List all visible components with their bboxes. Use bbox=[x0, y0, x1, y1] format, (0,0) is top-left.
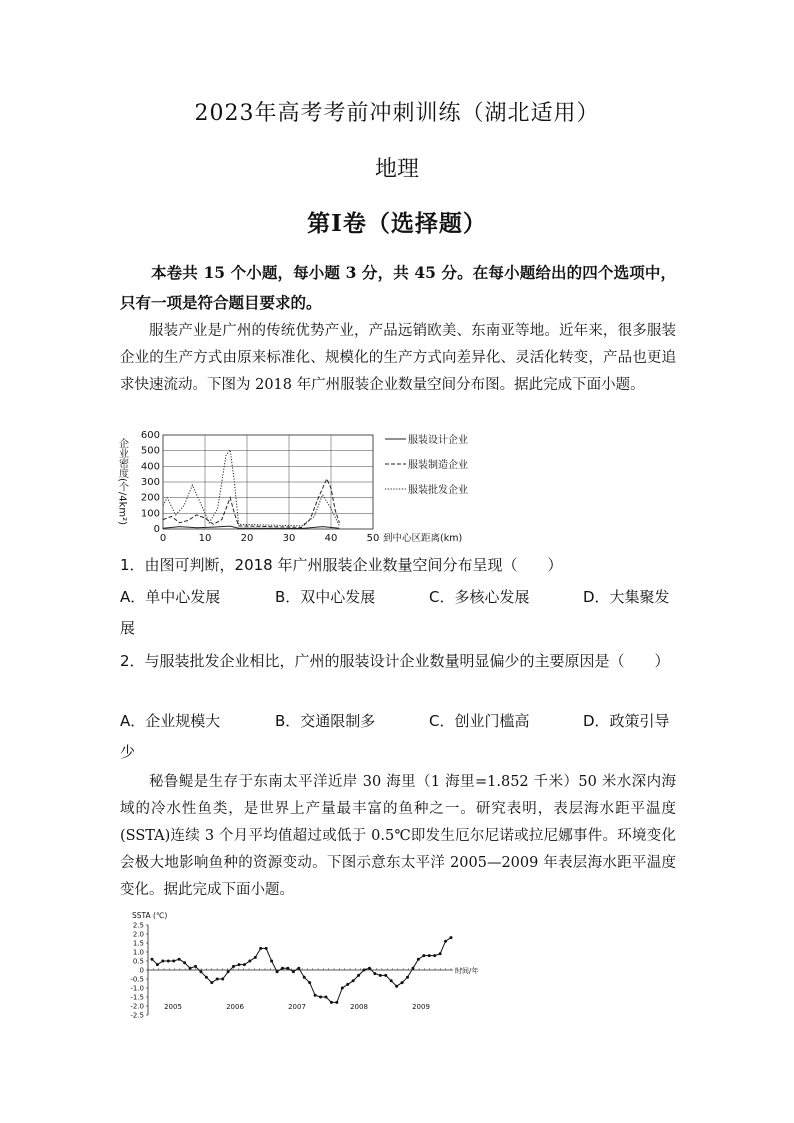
instructions: 本卷共 15 个小题，每小题 3 分，共 45 分。在每小题给出的四个选项中，只有一项是符合题目要求的。 bbox=[120, 263, 676, 312]
ssta-point bbox=[151, 958, 154, 961]
legend-label: 服装设计企业 bbox=[408, 435, 468, 446]
ssta-point bbox=[395, 985, 398, 988]
y-tick-label: 0.5 bbox=[132, 957, 144, 966]
y-tick-label: 0 bbox=[153, 524, 160, 535]
ssta-point bbox=[216, 978, 219, 981]
y-tick-label: 1.0 bbox=[132, 948, 144, 957]
question-1-stem: 1．由图可判断，2018 年广州服装企业数量空间分布呈现（ ） bbox=[120, 556, 563, 574]
ssta-point bbox=[422, 954, 425, 957]
q1-option-d-wrap: 展 bbox=[120, 619, 136, 637]
x-tick-label: 40 bbox=[324, 533, 338, 544]
x-tick-label: 50 bbox=[366, 533, 380, 544]
ssta-point bbox=[324, 996, 327, 999]
q1-option-a[interactable]: A．单中心发展 bbox=[120, 588, 221, 606]
ssta-point bbox=[346, 983, 349, 986]
ssta-point bbox=[183, 961, 186, 964]
y-tick-label: -0.5 bbox=[130, 975, 144, 984]
enterprise-density-chart bbox=[118, 430, 498, 544]
ssta-point bbox=[243, 963, 246, 966]
q2-option-a[interactable]: A．企业规模大 bbox=[120, 712, 221, 730]
ssta-point bbox=[194, 965, 197, 968]
ssta-point bbox=[433, 954, 436, 957]
passage-1: 服装产业是广州的传统优势产业，产品远销欧美、东南亚等地。近年来，很多服装企业的生产方式由原来标准化、规模化的生产方式向差异化、灵活化转变，产品也更追求快速流动。下图为 2018 年广州服装企业数量空间分布图。据此完成下面小题。 bbox=[120, 323, 676, 393]
ssta-point bbox=[297, 967, 300, 970]
ssta-point bbox=[417, 958, 420, 961]
ssta-point bbox=[303, 976, 306, 979]
ssta-point bbox=[281, 967, 284, 970]
x-tick-label: 10 bbox=[198, 533, 212, 544]
ssta-point bbox=[161, 960, 164, 963]
y-tick-label: 2.0 bbox=[132, 930, 144, 939]
legend-label: 服装批发企业 bbox=[408, 485, 468, 496]
ssta-point bbox=[276, 970, 279, 973]
ssta-point bbox=[444, 940, 447, 943]
year-label: 2009 bbox=[412, 1003, 430, 1011]
q1-option-c[interactable]: C．多核心发展 bbox=[429, 588, 530, 606]
ssta-point bbox=[373, 972, 376, 975]
ssta-chart bbox=[118, 907, 488, 1025]
y-tick-label: -1.0 bbox=[130, 984, 144, 993]
ssta-point bbox=[411, 967, 414, 970]
series-line-dotted bbox=[163, 450, 339, 526]
y-tick-label: 100 bbox=[140, 508, 160, 520]
ssta-point bbox=[210, 981, 213, 984]
ssta-point bbox=[259, 947, 262, 950]
passage-2: 秘鲁鳀是生存于东南太平洋近岸 30 海里（1 海里=1.852 千米）50 米水深内海域的冷水性鱼类，是世界上产量最丰富的鱼种之一。研究表明，表层海水距平温度(SSTA)连续 3 个月平均值超过或低于 0.5℃即发生厄尔尼诺或拉尼娜事件。环境变化会极大地影响鱼种的资源变动。下图示意东太平洋 2005—2009 年表层海水距平温度变化。据此完成下面小题。 bbox=[120, 774, 676, 898]
y-axis-label: SSTA (℃) bbox=[132, 911, 168, 920]
subject-title: 地理 bbox=[374, 157, 419, 182]
ssta-point bbox=[227, 970, 230, 973]
ssta-point bbox=[308, 981, 311, 984]
y-axis-label: 企业密度(个/4km²) bbox=[116, 438, 128, 526]
ssta-point bbox=[363, 969, 366, 972]
x-axis-label: 到中心区距离(km) bbox=[383, 533, 463, 544]
ssta-point bbox=[314, 994, 317, 997]
ssta-point bbox=[265, 947, 268, 950]
y-tick-label: 300 bbox=[140, 477, 160, 488]
y-tick-label: 200 bbox=[140, 492, 160, 504]
ssta-point bbox=[428, 954, 431, 957]
ssta-point bbox=[270, 960, 273, 963]
ssta-point bbox=[199, 970, 202, 973]
exam-title: 2023年高考考前冲刺训练（湖北适用） bbox=[194, 101, 600, 126]
ssta-point bbox=[357, 974, 360, 977]
ssta-point bbox=[439, 952, 442, 955]
ssta-point bbox=[352, 979, 355, 982]
ssta-point bbox=[401, 981, 404, 984]
ssta-point bbox=[156, 963, 159, 966]
ssta-point bbox=[330, 1001, 333, 1004]
y-tick-label: -2.0 bbox=[130, 1002, 144, 1011]
question-2-stem: 2．与服装批发企业相比，广州的服装设计企业数量明显偏少的主要原因是（ ） bbox=[120, 652, 670, 670]
ssta-point bbox=[384, 974, 387, 977]
y-tick-label: 400 bbox=[140, 461, 160, 473]
q2-option-c[interactable]: C．创业门槛高 bbox=[429, 712, 530, 730]
y-tick-label: 0 bbox=[139, 966, 144, 975]
ssta-point bbox=[319, 996, 322, 999]
section-title: 第Ⅰ卷（选择题） bbox=[307, 210, 487, 237]
ssta-point bbox=[178, 958, 181, 961]
q2-option-d-wrap: 少 bbox=[120, 743, 136, 761]
ssta-point bbox=[232, 965, 235, 968]
q2-option-b[interactable]: B．交通限制多 bbox=[275, 712, 376, 730]
ssta-point bbox=[248, 960, 251, 963]
year-label: 2008 bbox=[350, 1003, 368, 1011]
x-tick-label: 0 bbox=[159, 533, 167, 544]
ssta-point bbox=[368, 967, 371, 970]
ssta-point bbox=[390, 979, 393, 982]
y-tick-label: 500 bbox=[140, 445, 160, 457]
x-tick-label: 20 bbox=[240, 533, 254, 544]
ssta-point bbox=[254, 956, 257, 959]
year-label: 2006 bbox=[226, 1003, 244, 1011]
ssta-point bbox=[341, 987, 344, 990]
q1-option-d[interactable]: D．大集聚发 bbox=[583, 588, 670, 606]
ssta-point bbox=[172, 960, 175, 963]
y-tick-label: 1.5 bbox=[132, 939, 144, 948]
y-tick-label: -2.5 bbox=[130, 1011, 144, 1020]
legend-label: 服装制造企业 bbox=[408, 460, 468, 471]
ssta-point bbox=[286, 967, 289, 970]
y-tick-label: -1.5 bbox=[130, 993, 144, 1002]
ssta-point bbox=[406, 976, 409, 979]
q2-option-d[interactable]: D．政策引导 bbox=[583, 712, 670, 730]
year-label: 2005 bbox=[164, 1003, 182, 1011]
y-tick-label: 600 bbox=[140, 430, 160, 441]
series-line-dashed bbox=[163, 479, 339, 528]
y-tick-label: 2.5 bbox=[132, 921, 144, 930]
q1-option-b[interactable]: B．双中心发展 bbox=[275, 588, 376, 606]
x-tick-label: 30 bbox=[282, 533, 296, 544]
x-axis-label: 时间/年 bbox=[455, 967, 479, 975]
ssta-point bbox=[189, 967, 192, 970]
year-label: 2007 bbox=[288, 1003, 306, 1011]
ssta-point bbox=[379, 974, 382, 977]
ssta-point bbox=[335, 1001, 338, 1004]
ssta-point bbox=[221, 978, 224, 981]
ssta-point bbox=[205, 976, 208, 979]
ssta-point bbox=[450, 936, 453, 939]
ssta-point bbox=[167, 960, 170, 963]
ssta-point bbox=[292, 970, 295, 973]
ssta-point bbox=[237, 963, 240, 966]
